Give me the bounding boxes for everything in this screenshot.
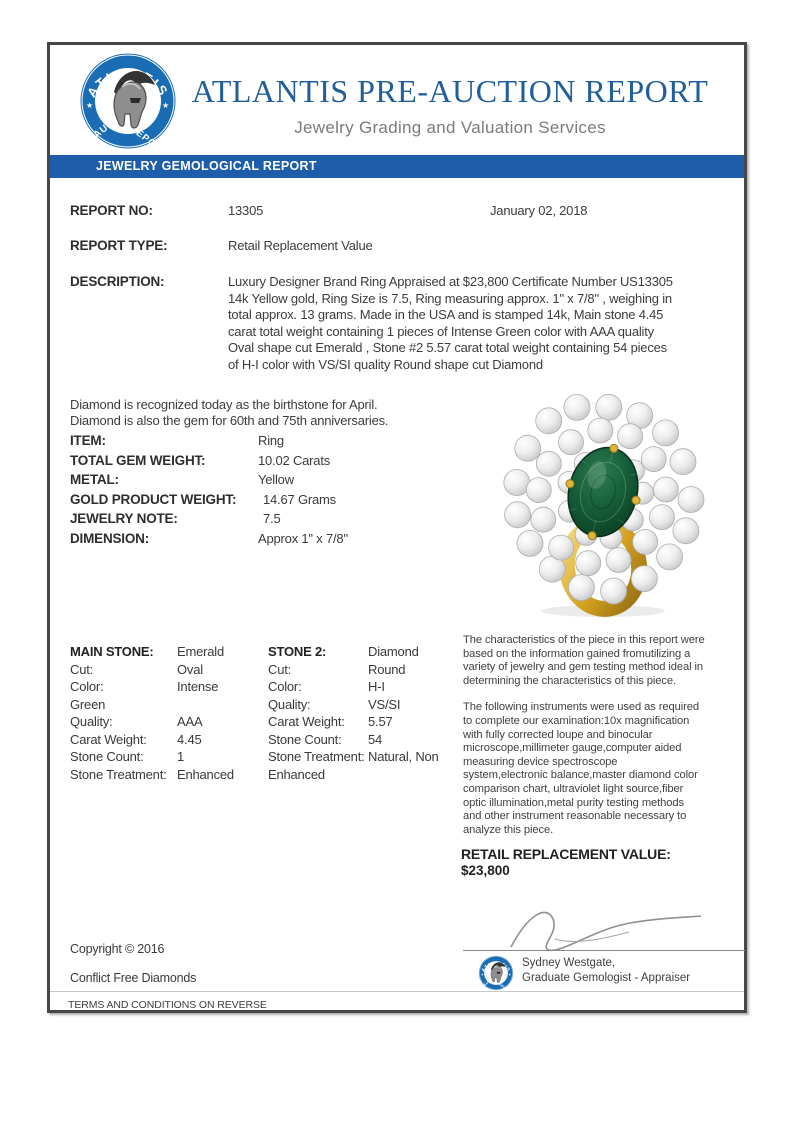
- stone-row-value: Round: [368, 661, 406, 677]
- stone-row-value: 54: [368, 731, 383, 747]
- stone-row-label: Cut:: [268, 661, 292, 677]
- spec-value: 7.5: [263, 511, 281, 526]
- stone-row: [268, 713, 462, 731]
- report-no-label: REPORT NO:: [70, 203, 153, 218]
- item-specs: [70, 432, 460, 549]
- retail-value-label: RETAIL REPLACEMENT VALUE:: [461, 846, 671, 862]
- retail-value-amount: $23,800: [461, 863, 510, 878]
- stone-row-value: Natural, Non Enhanced: [268, 749, 439, 782]
- report-date: January 02, 2018: [490, 203, 588, 218]
- stone-row: [268, 678, 462, 696]
- ring-photo: [453, 389, 753, 621]
- stone-row: [70, 661, 250, 679]
- stone-header-label: MAIN STONE:: [70, 644, 154, 659]
- stone-header-label: STONE 2:: [268, 644, 327, 659]
- stone-row-value: 1: [177, 749, 185, 764]
- page-title: ATLANTIS PRE-AUCTION REPORT: [191, 73, 709, 109]
- spec-row: [70, 491, 460, 511]
- copyright-text: Copyright © 2016: [70, 942, 165, 956]
- spec-label: METAL:: [70, 472, 119, 487]
- report-type-label: REPORT TYPE:: [70, 238, 168, 253]
- stone-row-value: Intense Green: [70, 679, 219, 712]
- spec-label: DIMENSION:: [70, 530, 150, 546]
- terms-notice: TERMS AND CONDITIONS ON REVERSE: [50, 991, 744, 1011]
- stone-row-label: Stone Treatment:: [70, 766, 167, 782]
- signer-title: Graduate Gemologist - Appraiser: [522, 972, 691, 984]
- stone-header: [268, 643, 462, 661]
- spec-value: Approx 1" x 7/8": [258, 530, 348, 546]
- spec-row: [70, 432, 460, 452]
- stone-row-label: Carat Weight:: [70, 731, 147, 747]
- spec-value: Yellow: [258, 472, 294, 487]
- birthstone-note: [70, 397, 470, 429]
- spec-label: GOLD PRODUCT WEIGHT:: [70, 491, 237, 507]
- stone-row-label: Quality:: [70, 714, 113, 729]
- stone-row-value: 4.45: [177, 731, 202, 747]
- stone2-section: [268, 643, 462, 783]
- stone-row: [268, 661, 462, 679]
- note-paragraph: The characteristics of the piece in this report were based on the information gained fromutilizing a variety of jewelry and gem testing method ideal in determining the characteristics of this piece.: [463, 634, 705, 687]
- stone-row-value: Oval: [177, 661, 203, 677]
- report-banner: JEWELRY GEMOLOGICAL REPORT: [50, 155, 744, 178]
- spec-value: Ring: [258, 433, 284, 448]
- stone-row-value: 5.57: [368, 714, 393, 729]
- stone-row: [70, 766, 250, 784]
- spec-row: [70, 471, 460, 491]
- stone-row-value: VS/SI: [368, 696, 401, 712]
- stone-row-value: Enhanced: [177, 766, 234, 782]
- spec-value: 14.67 Grams: [263, 491, 336, 507]
- spec-row: [70, 530, 460, 550]
- atlantis-logo-small: [478, 955, 514, 991]
- main-stone-section: [70, 643, 250, 783]
- signer-block: [522, 956, 690, 986]
- stone-row-label: Cut:: [70, 661, 94, 677]
- spec-value: 10.02 Carats: [258, 452, 331, 468]
- signature-line: [463, 950, 745, 951]
- header: [190, 73, 710, 138]
- stone-row-value: AAA: [177, 714, 203, 729]
- stone-row-label: Carat Weight:: [268, 714, 345, 729]
- stone-header-value: Diamond: [368, 644, 419, 659]
- stone-row-label: Stone Treatment:: [268, 749, 365, 764]
- stone-row: [268, 696, 462, 714]
- note-paragraph: The following instruments were used as required to complete our examination:10x magnification with fully corrected loupe and binocular microscope,millimeter gauge,computer aided measuring device spectroscope system,electronic balance,master diamond color comparison chart, ultraviolet light source,fiber optic illumination,metal purity testing methods and other instrument reasonable necessary to analyze this piece.: [463, 701, 699, 836]
- signature-scribble: [503, 903, 713, 953]
- spec-row: [70, 452, 460, 472]
- spec-row: [70, 510, 460, 530]
- stone-row: [268, 748, 462, 783]
- certificate: [47, 42, 747, 1013]
- stone-row: [70, 713, 250, 731]
- birthstone-line: Diamond is also the gem for 60th and 75th anniversaries.: [70, 413, 389, 428]
- description-text: Luxury Designer Brand Ring Appraised at $23,800 Certificate Number US13305 14k Yellow gold, Ring Size is 7.5, Ring measuring approx. 1" x 7/8" , weighing in total approx. 13 grams. Made in the USA and is stamped 14k, Main stone 4.45 carat total weight containing 1 pieces of Intense Green color with AAA quality Oval shape cut Emerald , Stone #2 5.57 carat total weight containing 54 pieces of H-I color with VS/SI quality Round shape cut Diamond: [228, 274, 673, 372]
- stone-row-label: Stone Count:: [70, 749, 144, 764]
- stone-row-label: Stone Count:: [268, 731, 342, 747]
- stone-row: [70, 748, 250, 766]
- spec-label: ITEM:: [70, 433, 106, 448]
- stone-row: [70, 678, 250, 713]
- birthstone-line: Diamond is recognized today as the birthstone for April.: [70, 397, 378, 412]
- methodology-notes: [463, 634, 705, 850]
- report-no-value: 13305: [228, 203, 264, 218]
- spec-label: JEWELRY NOTE:: [70, 511, 178, 526]
- stone-row-label: Color:: [268, 679, 302, 694]
- stone-row: [70, 731, 250, 749]
- report-type-value: Retail Replacement Value: [228, 238, 373, 253]
- stone-header: [70, 643, 250, 661]
- spec-label: TOTAL GEM WEIGHT:: [70, 452, 206, 468]
- stone-header-value: Emerald: [177, 644, 225, 659]
- atlantis-logo: [78, 51, 178, 151]
- stone-row-label: Quality:: [268, 696, 311, 712]
- signer-name: Sydney Westgate,: [522, 957, 616, 969]
- conflict-free-text: Conflict Free Diamonds: [70, 971, 197, 985]
- stone-row-label: Color:: [70, 679, 104, 694]
- page-subtitle: Jewelry Grading and Valuation Services: [294, 118, 606, 137]
- description-label: DESCRIPTION:: [70, 274, 165, 289]
- stone-row: [268, 731, 462, 749]
- stone-row-value: H-I: [368, 679, 385, 694]
